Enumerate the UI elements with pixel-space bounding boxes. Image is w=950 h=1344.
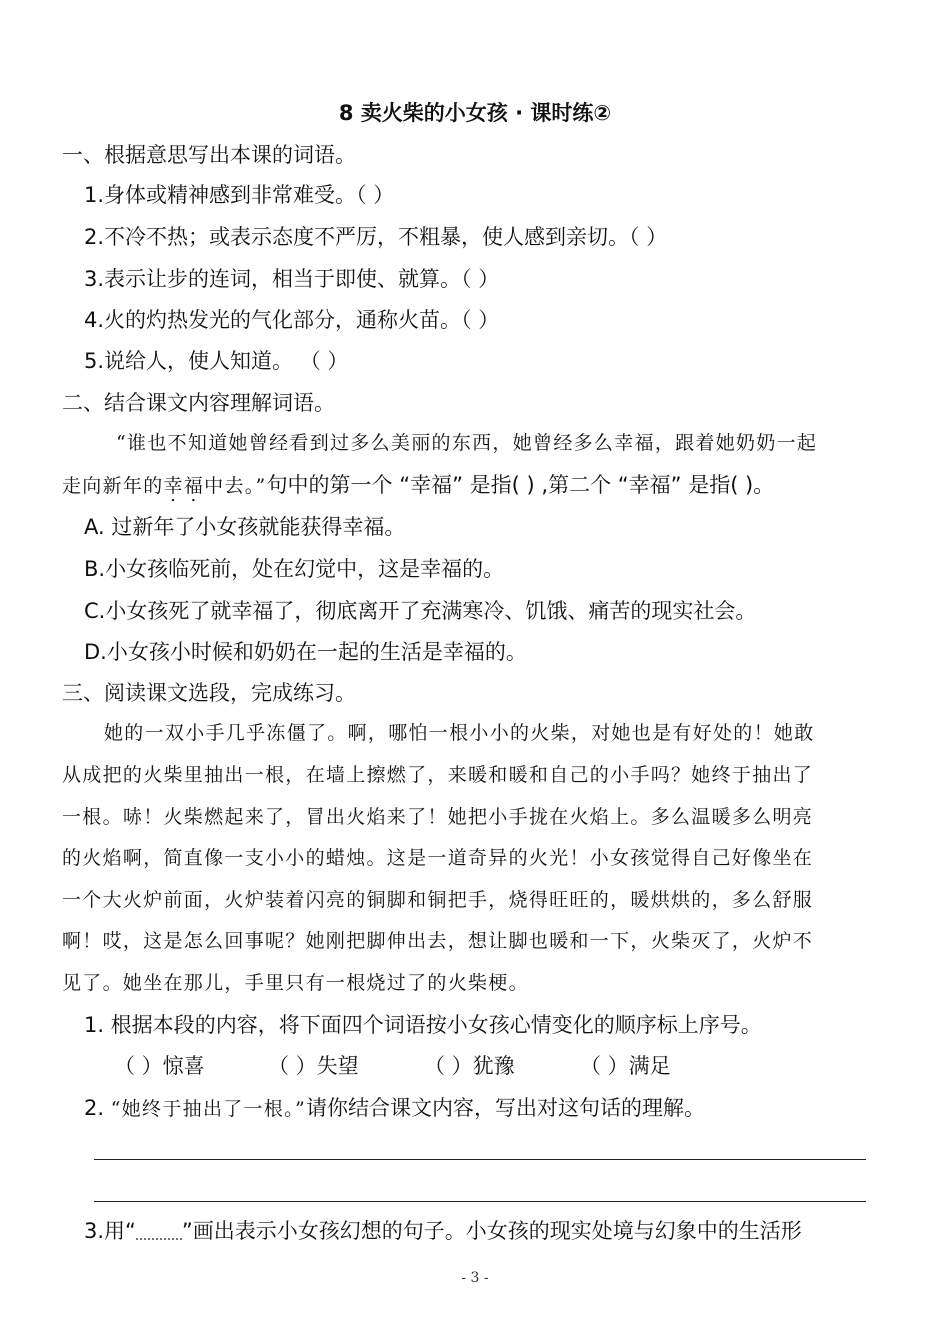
quote-text-xing: 幸 xyxy=(163,475,184,497)
sec2-option-d: D.小女孩小时候和奶奶在一起的生活是幸福的。 xyxy=(84,640,527,664)
wavy-underline-mark xyxy=(136,1224,182,1240)
sec1-item-5: 5.说给人，使人知道。 （ ） xyxy=(84,349,349,373)
passage-line-7: 见了。她坐在那儿，手里只有一根烧过了的火柴梗。 xyxy=(62,972,529,994)
q3-text-a: 3.用“ xyxy=(84,1219,136,1243)
quote-text-d: 中去。” xyxy=(204,475,267,497)
page-title: 8 卖火柴的小女孩 · 课时练② xyxy=(338,101,612,125)
sec1-item-4: 4.火的灼热发光的气化部分，通称火苗。（ ） xyxy=(84,308,500,332)
q1-option-1: （ ）惊喜 xyxy=(114,1054,205,1078)
answer-line-2[interactable] xyxy=(94,1201,866,1202)
q2-quote: “她终于抽出了一根。” xyxy=(110,1098,306,1120)
sec1-item-1: 1.身体或精神感到非常难受。（ ） xyxy=(84,183,395,207)
section-1-heading: 一、根据意思写出本课的词语。 xyxy=(62,143,356,167)
sec3-question-2 xyxy=(84,1093,705,1124)
sec2-question: 句中的第一个 “幸福” 是指( ) ,第二个 “幸福” 是指( )。 xyxy=(266,473,775,497)
sec1-item-2: 2.不冷不热；或表示态度不严厉，不粗暴，使人感到亲切。（ ） xyxy=(84,225,668,249)
q2-number: 2. xyxy=(84,1096,105,1120)
q1-option-3: （ ）犹豫 xyxy=(424,1054,515,1078)
q1-option-4: （ ）满足 xyxy=(580,1054,671,1078)
section-3-heading: 三、阅读课文选段，完成练习。 xyxy=(62,681,356,705)
sec1-item-3: 3.表示让步的连词，相当于即使、就算。（ ） xyxy=(84,267,500,291)
q1-option-2: （ ）失望 xyxy=(268,1054,359,1078)
sec2-quote-line-1: “谁也不知道她曾经看到过多么美丽的东西，她曾经多么幸福，跟着她奶奶一起 xyxy=(116,432,818,454)
quote-text-fu: 福 xyxy=(183,475,205,497)
sec3-question-1: 1. 根据本段的内容，将下面四个词语按小女孩心情变化的顺序标上序号。 xyxy=(84,1013,762,1037)
sec2-option-b: B.小女孩临死前，处在幻觉中，这是幸福的。 xyxy=(84,557,505,581)
passage-line-6: 啊！哎，这是怎么回事呢？她刚把脚伸出去，想让脚也暖和一下，火柴灭了，火炉不 xyxy=(62,930,814,952)
section-2-heading: 二、结合课文内容理解词语。 xyxy=(62,391,335,415)
passage-line-4: 的火焰啊，简直像一支小小的蜡烛。这是一道奇异的火光！小女孩觉得自己好像坐在 xyxy=(62,847,814,869)
passage-line-1: 她的一双小手几乎冻僵了。啊，哪怕一根小小的火柴，对她也是有好处的！她敢 xyxy=(104,722,815,744)
sec2-option-c: C.小女孩死了就幸福了，彻底离开了充满寒冷、饥饿、痛苦的现实社会。 xyxy=(84,599,757,623)
sec2-quote-line-2 xyxy=(62,470,774,501)
quote-text-a: 走向新年的 xyxy=(62,475,164,497)
sec2-option-a: A. 过新年了小女孩就能获得幸福。 xyxy=(84,515,406,539)
sec3-question-3 xyxy=(84,1216,802,1246)
page-number: - 3 - xyxy=(461,1270,489,1286)
q2-text: 请你结合课文内容，写出对这句话的理解。 xyxy=(305,1096,705,1120)
passage-line-5: 一个大火炉前面，火炉装着闪亮的铜脚和铜把手，烧得旺旺的，暖烘烘的，多么舒服 xyxy=(62,889,814,911)
passage-line-3: 一根。哧！火柴燃起来了，冒出火焰来了！她把小手拢在火焰上。多么温暖多么明亮 xyxy=(62,806,814,828)
q3-text-b: ”画出表示小女孩幻想的句子。小女孩的现实处境与幻象中的生活形 xyxy=(181,1219,802,1243)
passage-line-2: 从成把的火柴里抽出一根，在墙上擦燃了，来暖和暖和自己的小手吗？她终于抽出了 xyxy=(62,764,814,786)
answer-line-1[interactable] xyxy=(94,1159,866,1160)
